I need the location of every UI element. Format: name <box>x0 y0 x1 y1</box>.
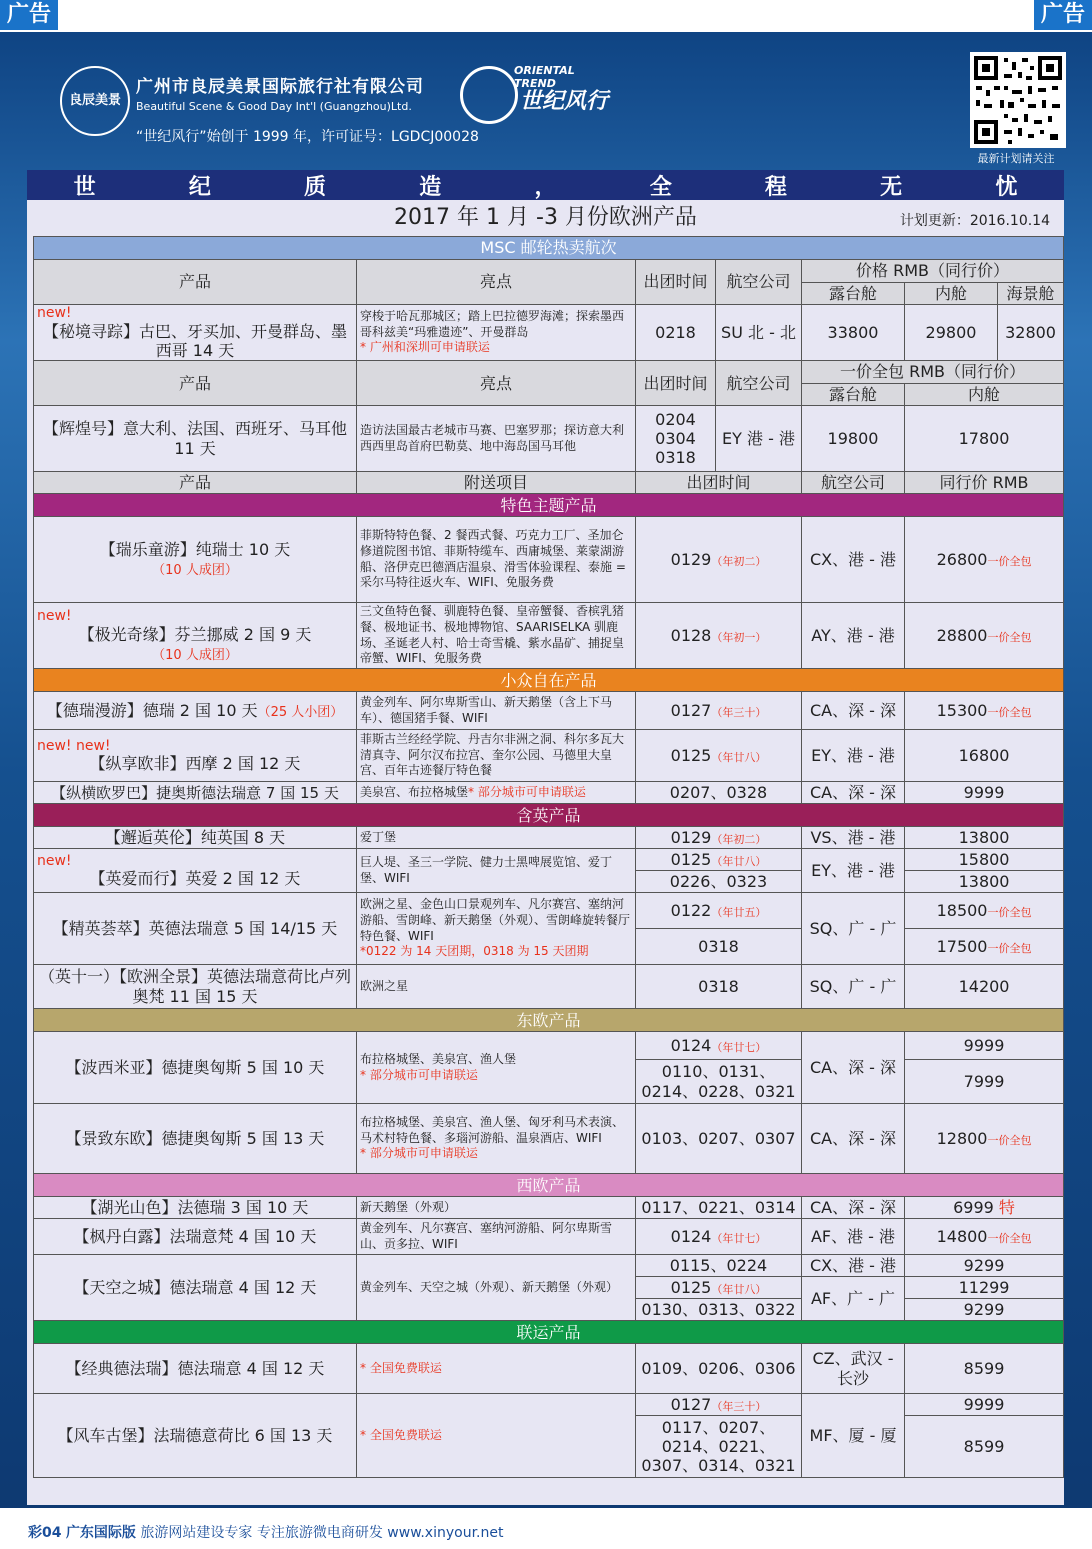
airline-cell: MF、厦 - 厦 <box>802 1394 905 1478</box>
date-cell <box>636 849 802 871</box>
date-cell <box>636 1394 802 1416</box>
all-inclusive-tag: 一价全包 <box>987 631 1032 645</box>
slogan-bar <box>27 170 1064 200</box>
extra-items: 黄金列车、天空之城（外观）、新天鹅堡（外观） <box>357 1255 636 1321</box>
slogan-char: 忧 <box>995 174 1018 200</box>
date-cell <box>636 517 802 603</box>
date-value: 0127 <box>670 701 712 721</box>
date-value: 0124 <box>670 1036 712 1056</box>
col-price: 同行价 RMB <box>905 472 1064 494</box>
section-title: 特色主题产品 <box>34 494 1064 517</box>
product-name: 【景致东欧】德捷奥匈斯 5 国 13 天 <box>34 1104 357 1174</box>
airline-cell: EY、港 - 港 <box>802 730 905 782</box>
col-price: 一价全包 RMB（同行价） <box>802 361 1064 384</box>
product-cell <box>34 730 357 782</box>
table-row <box>34 1032 1064 1060</box>
special-tag: 特 <box>998 1198 1015 1218</box>
product-name: （英十一）【欧洲全景】英德法瑞意荷比卢列奥梵 11 国 15 天 <box>34 965 357 1009</box>
price-value: 15300 <box>936 701 988 721</box>
date-value: 0127 <box>670 1395 712 1415</box>
date-cell: 0115、0224 <box>636 1255 802 1277</box>
price-cell <box>905 692 1064 730</box>
extra-items: 菲斯特特色餐、2 餐西式餐、巧克力工厂、圣加仑修道院图书馆、菲斯特缆车、西庸城堡、莱蒙湖游船、洛伊克巴德酒店温泉、滑雪体验课程、泰施 = 采尔马特往返火车、WIFI、免服务费 <box>357 517 636 603</box>
price-value: 28800 <box>936 626 988 646</box>
all-inclusive-tag: 一价全包 <box>987 942 1032 956</box>
table-row <box>34 517 1064 603</box>
new-badge: new! <box>37 852 72 869</box>
price-cell <box>905 517 1064 603</box>
all-inclusive-tag: 一价全包 <box>987 1134 1032 1148</box>
table-row <box>34 1394 1064 1416</box>
price-value: 17500 <box>936 937 988 957</box>
ot-logo-en: ORIENTAL TREND <box>514 64 575 90</box>
date-cell <box>636 1219 802 1255</box>
product-name: 【天空之城】德法瑞意 4 国 12 天 <box>34 1255 357 1321</box>
col-cabin-ocean: 海景舱 <box>998 282 1064 305</box>
product-header <box>34 472 1064 494</box>
airline-cell: EY、港 - 港 <box>802 849 905 893</box>
date-cell: 0318 <box>636 965 802 1009</box>
airline-cell: EY 港 - 港 <box>716 406 802 472</box>
section-link <box>34 1321 1064 1344</box>
section-east <box>34 1009 1064 1032</box>
price-cell: 32800 <box>998 305 1064 361</box>
product-name: 【邂逅英伦】纯英国 8 天 <box>34 827 357 849</box>
product-name: 【纵横欧罗巴】捷奥斯德法瑞意 7 国 15 天 <box>34 782 357 804</box>
globe-icon <box>460 66 518 124</box>
airline-cell: CZ、武汉 - 长沙 <box>802 1344 905 1394</box>
extra-text: 布拉格城堡、美泉宫、渔人堡、匈牙利马术表演、马术村特色餐、多瑙河游船、温泉酒店、WIFI <box>360 1115 625 1145</box>
table-row <box>34 1104 1064 1174</box>
col-cabin-balcony: 露台舱 <box>802 282 905 305</box>
extra-note: *0122 为 14 天团期，0318 为 15 天团期 <box>360 944 589 959</box>
ad-label-left: 广告 <box>0 0 58 30</box>
all-inclusive-tag: 一价全包 <box>987 555 1032 569</box>
page-title: 2017 年 1 月 -3 月份欧洲产品 <box>394 205 697 230</box>
page-number: 彩04 <box>28 1525 62 1541</box>
extra-text: 欧洲之星、金色山口景观列车、凡尔赛宫、塞纳河游船、雪朗峰、新天鹅堡（外观）、雪朗峰旋转餐厅特色餐、WIFI <box>360 897 631 943</box>
section-title: 东欧产品 <box>34 1009 1064 1032</box>
date-tag: （年初二） <box>711 833 767 847</box>
col-product: 产品 <box>34 260 357 305</box>
price-cell: 8599 <box>905 1416 1064 1478</box>
table-row <box>34 1197 1064 1219</box>
extra-note: * 部分城市可申请联运 <box>360 1146 478 1161</box>
ot-logo-cn: 世纪风行 <box>520 89 609 114</box>
price-cell: 13800 <box>905 871 1064 893</box>
extra-note: * 部分城市可申请联运 <box>468 784 586 799</box>
col-extra: 附送项目 <box>357 472 636 494</box>
group-size: （10 人成团） <box>152 563 238 579</box>
update-date: 计划更新：2016.10.14 <box>899 213 1050 229</box>
airline-cell: AY、港 - 港 <box>802 603 905 669</box>
airline-cell: CA、深 - 深 <box>802 1104 905 1174</box>
section-msc <box>34 237 1064 260</box>
date-value: 0125 <box>670 850 712 870</box>
price-value: 6999 <box>953 1198 994 1218</box>
extra-items: 爱丁堡 <box>357 827 636 849</box>
date-cell: 0130、0313、0322 <box>636 1299 802 1321</box>
table-row <box>34 692 1064 730</box>
date-tag: （年廿八） <box>711 855 767 869</box>
extra-items <box>357 1394 636 1478</box>
date-value: 0129 <box>670 828 712 848</box>
airline-cell: CA、深 - 深 <box>802 1197 905 1219</box>
group-size: （25 人小团） <box>257 704 344 720</box>
product-name: 【辉煌号】意大利、法国、西班牙、马耳他 11 天 <box>34 406 357 472</box>
price-cell: 9999 <box>905 782 1064 804</box>
date-cell <box>636 1032 802 1060</box>
col-highlight: 亮点 <box>357 260 636 305</box>
table-row <box>34 1219 1064 1255</box>
date-cell <box>636 692 802 730</box>
extra-note: * 部分城市可申请联运 <box>360 1067 478 1082</box>
extra-items: 黄金列车、阿尔卑斯雪山、新天鹅堡（含上下马车）、德国猪手餐、WIFI <box>357 692 636 730</box>
price-value: 14800 <box>936 1227 988 1247</box>
product-name: 【风车古堡】法瑞德意荷比 6 国 13 天 <box>34 1394 357 1478</box>
extra-items <box>357 893 636 965</box>
price-cell: 16800 <box>905 730 1064 782</box>
date-tag: （年廿八） <box>711 1283 767 1297</box>
product-cell <box>34 305 357 361</box>
price-cell <box>905 929 1064 965</box>
company-name-en: Beautiful Scene & Good Day Int'l (Guangzhou)Ltd. <box>136 100 412 113</box>
table-row <box>34 603 1064 669</box>
airline-cell: CA、深 - 深 <box>802 782 905 804</box>
edition-label: 广东国际版 <box>65 1525 136 1541</box>
date-cell: 0117、0207、0214、0221、0307、0314、0321 <box>636 1416 802 1478</box>
all-inclusive-tag: 一价全包 <box>987 906 1032 920</box>
slogan-char: 纪 <box>188 174 211 200</box>
date-cell: 0110、0131、0214、0228、0321 <box>636 1060 802 1104</box>
product-name: 【德瑞漫游】德瑞 2 国 10 天 <box>46 700 258 720</box>
price-cell <box>905 603 1064 669</box>
table-row <box>34 305 1064 361</box>
msc-header <box>34 260 1064 283</box>
col-date: 出团时间 <box>636 472 802 494</box>
airline-cell: CX、港 - 港 <box>802 517 905 603</box>
col-airline: 航空公司 <box>716 260 802 305</box>
product-cell <box>34 849 357 893</box>
table-row <box>34 849 1064 871</box>
date-value: 0125 <box>670 1278 712 1298</box>
slogan-char: 世 <box>73 174 96 200</box>
price-cell: 9299 <box>905 1299 1064 1321</box>
extra-items: 巨人堤、圣三一学院、健力士黑啤展览馆、爱丁堡、WIFI <box>357 849 636 893</box>
price-cell: 9299 <box>905 1255 1064 1277</box>
product-name: 【经典德法瑞】德法瑞意 4 国 12 天 <box>34 1344 357 1394</box>
date-cell: 0218 <box>636 305 716 361</box>
extra-items <box>357 1104 636 1174</box>
price-cell: 13800 <box>905 827 1064 849</box>
highlight-text: 造访法国最古老城市马赛、巴塞罗那；探访意大利西西里岛首府巴勒莫、地中海岛国马耳他 <box>357 406 636 472</box>
section-title: 含英产品 <box>34 804 1064 827</box>
new-badge: new! <box>37 607 72 624</box>
col-date: 出团时间 <box>636 361 716 406</box>
date-cell: 0117、0221、0314 <box>636 1197 802 1219</box>
date-cell <box>636 1277 802 1299</box>
group-size: （10 人成团） <box>152 647 238 663</box>
new-badge: new! new! <box>37 737 111 754</box>
msc-header-2 <box>34 361 1064 384</box>
col-product: 产品 <box>34 472 357 494</box>
extra-note: * 全国免费联运 <box>360 1360 442 1375</box>
qr-code <box>970 52 1066 148</box>
slogan-char: ， <box>534 174 557 200</box>
section-title: 小众自在产品 <box>34 669 1064 692</box>
price-cell: 8599 <box>905 1344 1064 1394</box>
date-cell <box>636 827 802 849</box>
date-tag: （年初一） <box>711 631 767 645</box>
col-airline: 航空公司 <box>802 472 905 494</box>
section-title: MSC 邮轮热卖航次 <box>34 237 1064 260</box>
new-badge: new! <box>37 305 72 321</box>
col-cabin-inner: 内舱 <box>905 383 1064 406</box>
date-tag: （年廿七） <box>711 1041 767 1055</box>
price-cell <box>905 1104 1064 1174</box>
date-tag: （年初二） <box>711 555 767 569</box>
date-cell: 0318 <box>636 929 802 965</box>
table-row <box>34 965 1064 1009</box>
date-cell: 0109、0206、0306 <box>636 1344 802 1394</box>
product-cell <box>34 603 357 669</box>
date-value: 0124 <box>670 1227 712 1247</box>
slogan-char: 全 <box>649 174 672 200</box>
airline-cell: SQ、广 - 广 <box>802 965 905 1009</box>
extra-items: 菲斯古兰经经学院、丹吉尔非洲之洞、科尔多瓦大清真寺、阿尔汉布拉宫、奎尔公园、马德里大皇宫、百年古迹餐厅特色餐 <box>357 730 636 782</box>
extra-note: * 全国免费联运 <box>360 1427 442 1442</box>
product-table <box>33 236 1064 1478</box>
extra-items <box>357 1344 636 1394</box>
product-name: 【波西米亚】德捷奥匈斯 5 国 10 天 <box>34 1032 357 1104</box>
airline-cell: AF、广 - 广 <box>802 1277 905 1321</box>
extra-items <box>357 782 636 804</box>
col-airline: 航空公司 <box>716 361 802 406</box>
product-name: 【英爱而行】英爱 2 国 12 天 <box>89 869 301 889</box>
date-tag: （年三十） <box>711 706 767 720</box>
footer-slogan: 旅游网站建设专家 专注旅游微电商研发 www.xinyour.net <box>140 1525 504 1541</box>
slogan-char: 程 <box>764 174 787 200</box>
product-name: 【纵享欧非】西摩 2 国 12 天 <box>89 754 301 774</box>
airline-cell: SU 北 - 北 <box>716 305 802 361</box>
highlight-cell <box>357 305 636 361</box>
top-bar <box>0 0 1092 32</box>
price-cell <box>905 1197 1064 1219</box>
date-value: 0125 <box>670 746 712 766</box>
price-cell <box>905 1219 1064 1255</box>
date-value: 0129 <box>670 550 712 570</box>
price-cell: 19800 <box>802 406 905 472</box>
highlight-note: * 广州和深圳可申请联运 <box>360 340 490 355</box>
price-cell <box>905 893 1064 929</box>
col-highlight: 亮点 <box>357 361 636 406</box>
price-cell: 29800 <box>905 305 998 361</box>
date-cell: 0204 0304 0318 <box>636 406 716 472</box>
table-row <box>34 893 1064 929</box>
col-date: 出团时间 <box>636 260 716 305</box>
airline-cell: CX、港 - 港 <box>802 1255 905 1277</box>
slogan-char: 无 <box>880 174 903 200</box>
date-cell <box>636 603 802 669</box>
date-cell: 0226、0323 <box>636 871 802 893</box>
ad-label-right: 广告 <box>1034 0 1092 30</box>
company-logo: 良辰美景 <box>60 66 130 136</box>
table-row <box>34 1344 1064 1394</box>
extra-items: 三文鱼特色餐、驯鹿特色餐、皇帝蟹餐、香槟乳猪餐、极地证书、极地博物馆、SAARISELKA 驯鹿场、圣诞老人村、哈士奇雪橇、紫水晶矿、捕捉皇帝蟹、WIFI、免服务费 <box>357 603 636 669</box>
date-cell: 0207、0328 <box>636 782 802 804</box>
oriental-trend-logo <box>460 60 620 130</box>
product-name: 【湖光山色】法德瑞 3 国 10 天 <box>34 1197 357 1219</box>
extra-items <box>357 1032 636 1104</box>
extra-text: 美泉宫、布拉格城堡 <box>360 784 469 799</box>
section-uk <box>34 804 1064 827</box>
col-product: 产品 <box>34 361 357 406</box>
license-text: “世纪风行”始创于 1999 年，许可证号：LGDCJ00028 <box>136 129 479 145</box>
extra-items: 新天鹅堡（外观） <box>357 1197 636 1219</box>
date-cell <box>636 730 802 782</box>
section-small <box>34 669 1064 692</box>
extra-items: 黄金列车、凡尔赛宫、塞纳河游船、阿尔卑斯雪山、贡多拉、WIFI <box>357 1219 636 1255</box>
table-row <box>34 406 1064 472</box>
table-row <box>34 1255 1064 1277</box>
product-cell <box>34 517 357 603</box>
extra-items: 欧洲之星 <box>357 965 636 1009</box>
date-cell <box>636 893 802 929</box>
product-panel <box>27 200 1064 1505</box>
price-cell: 15800 <box>905 849 1064 871</box>
product-name: 【枫丹白露】法瑞意梵 4 国 10 天 <box>34 1219 357 1255</box>
col-price: 价格 RMB（同行价） <box>802 260 1064 283</box>
date-tag: （年三十） <box>711 1400 767 1414</box>
product-name: 【秘境寻踪】古巴、牙买加、开曼群岛、墨西哥 14 天 <box>42 321 347 360</box>
slogan-char: 质 <box>304 174 327 200</box>
col-cabin-balcony: 露台舱 <box>802 383 905 406</box>
section-theme <box>34 494 1064 517</box>
price-cell: 33800 <box>802 305 905 361</box>
price-value: 12800 <box>936 1129 988 1149</box>
airline-cell: SQ、广 - 广 <box>802 893 905 965</box>
airline-cell: CA、深 - 深 <box>802 692 905 730</box>
price-cell: 11299 <box>905 1277 1064 1299</box>
table-row <box>34 730 1064 782</box>
section-title: 联运产品 <box>34 1321 1064 1344</box>
price-cell: 9999 <box>905 1032 1064 1060</box>
price-value: 18500 <box>936 901 988 921</box>
qr-caption: 最新计划请关注 <box>977 152 1055 165</box>
airline-cell: AF、港 - 港 <box>802 1219 905 1255</box>
price-cell: 7999 <box>905 1060 1064 1104</box>
table-row <box>34 827 1064 849</box>
date-tag: （年廿七） <box>711 1232 767 1246</box>
footer <box>0 1508 1092 1549</box>
date-value: 0122 <box>670 901 712 921</box>
section-title: 西欧产品 <box>34 1174 1064 1197</box>
section-west <box>34 1174 1064 1197</box>
product-name: 【精英荟萃】英德法瑞意 5 国 14/15 天 <box>34 893 357 965</box>
product-name: 【瑞乐童游】纯瑞士 10 天 <box>99 540 291 560</box>
price-cell: 9999 <box>905 1394 1064 1416</box>
product-cell <box>34 692 357 730</box>
table-row <box>34 782 1064 804</box>
extra-text: 布拉格城堡、美泉宫、渔人堡 <box>360 1052 517 1067</box>
date-tag: （年廿八） <box>711 751 767 765</box>
airline-cell: VS、港 - 港 <box>802 827 905 849</box>
company-name-cn: 广州市良辰美景国际旅行社有限公司 <box>136 77 424 97</box>
product-name: 【极光奇缘】芬兰挪威 2 国 9 天 <box>78 624 312 644</box>
date-value: 0128 <box>670 626 712 646</box>
all-inclusive-tag: 一价全包 <box>987 706 1032 720</box>
footer-text <box>28 1522 503 1542</box>
price-value: 26800 <box>936 550 988 570</box>
date-tag: （年廿五） <box>711 906 767 920</box>
airline-cell: CA、深 - 深 <box>802 1032 905 1104</box>
highlight-text: 穿梭于哈瓦那城区；踏上巴拉德罗海滩；探索墨西哥科兹美“玛雅遗迹”、开曼群岛 <box>360 309 625 339</box>
date-cell: 0103、0207、0307 <box>636 1104 802 1174</box>
col-cabin-inner: 内舱 <box>905 282 998 305</box>
price-cell: 14200 <box>905 965 1064 1009</box>
all-inclusive-tag: 一价全包 <box>987 1232 1032 1246</box>
price-cell: 17800 <box>905 406 1064 472</box>
slogan-char: 造 <box>419 174 442 200</box>
